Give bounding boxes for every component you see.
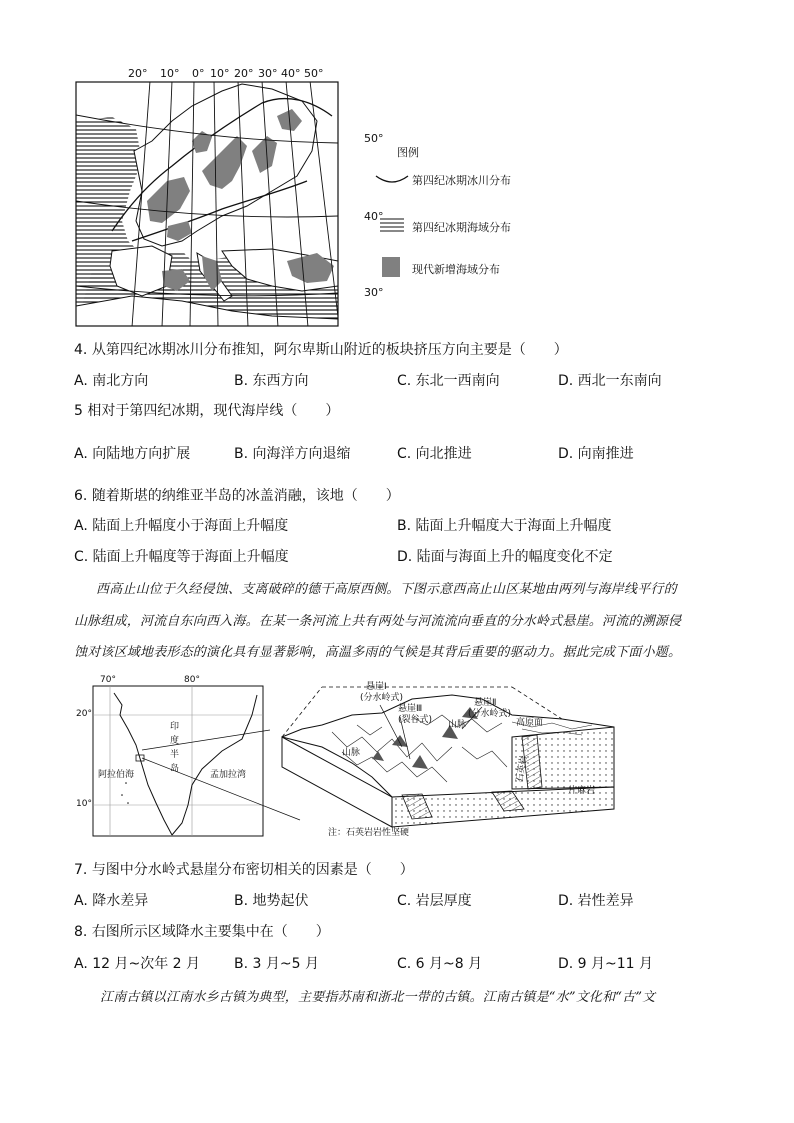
question-6 <box>74 485 400 505</box>
legend-new-sea-symbol <box>382 257 400 277</box>
legend-sea-symbol <box>380 217 404 235</box>
lon-label: 30° <box>258 67 278 80</box>
lon-label: 20° <box>234 67 254 80</box>
passage-line: 西高止山位于久经侵蚀、支离破碎的德干高原西侧。下图示意西高止山区某地由两列与海岸线平行的 <box>96 582 677 597</box>
legend-sea-label: 第四纪冰期海域分布 <box>412 221 511 234</box>
question-stem: 相对于第四纪冰期，现代海岸线（ ） <box>87 403 340 419</box>
question-stem: 随着斯堪的纳维亚半岛的冰盖消融，该地（ ） <box>91 488 400 504</box>
rock-quartzite-label: 石英岩 <box>514 754 530 784</box>
option-b: B. 东西方向 <box>234 373 309 389</box>
option-d: D. 岩性差异 <box>558 893 634 909</box>
option-c: C. 岩层厚度 <box>397 893 472 909</box>
option-a: A. 陆面上升幅度小于海面上升幅度 <box>74 518 289 534</box>
question-stem: 右图所示区域降水主要集中在（ ） <box>91 924 330 940</box>
option-b: B. 陆面上升幅度大于海面上升幅度 <box>397 518 612 534</box>
peninsula-label-2: 度 <box>170 736 180 746</box>
arabian-sea-label: 阿拉伯海 <box>98 770 135 780</box>
option-d: D. 陆面与海面上升的幅度变化不定 <box>397 549 613 565</box>
lon-label: 80° <box>184 675 200 685</box>
peninsula-label-1: 印 <box>170 722 180 732</box>
lon-label: 10° <box>160 67 180 80</box>
option-c: C. 向北推进 <box>397 446 472 462</box>
lat-label: 10° <box>76 799 92 809</box>
europe-map-figure <box>72 64 532 329</box>
legend-glacier-label: 第四纪冰期冰川分布 <box>412 174 511 187</box>
cliff-2-type: (分水岭式) <box>468 709 512 719</box>
lat-label: 50° <box>364 132 384 145</box>
option-b: B. 地势起伏 <box>234 893 309 909</box>
legend-title: 图例 <box>397 146 419 159</box>
passage-line: 江南古镇以江南水乡古镇为典型，主要指苏南和浙北一带的古镇。江南古镇是“水”文化和“古”文 <box>100 990 656 1005</box>
option-c: C. 东北一西南向 <box>397 373 500 389</box>
lat-label: 30° <box>364 286 384 299</box>
question-number: 4. <box>74 342 88 358</box>
lat-label: 20° <box>76 709 92 719</box>
question-stem: 与图中分水岭式悬崖分布密切相关的因素是（ ） <box>91 862 414 878</box>
question-number: 7. <box>74 862 88 878</box>
question-8 <box>74 921 330 941</box>
rock-gneiss-label: 片麻岩 <box>568 786 596 796</box>
block-diagram-figure <box>262 677 620 840</box>
passage-line: 蚀对该区域地表形态的演化具有显著影响，高温多雨的气候是其背后重要的驱动力。据此完成下面小题。 <box>74 645 682 660</box>
cliff-2-label: 悬崖Ⅱ <box>474 698 497 708</box>
cliff-1-type: (分水岭式) <box>360 693 404 703</box>
block-note: 注：石英岩岩性坚硬 <box>328 828 410 838</box>
option-a: A. 向陆地方向扩展 <box>74 446 191 462</box>
passage-line: 山脉组成，河流自东向西入海。在某一条河流上共有两处与河流流向垂直的分水岭式悬崖。河流的溯源侵 <box>74 614 682 629</box>
mountain-label-west: 山脉 <box>342 748 361 758</box>
legend-glacier-symbol <box>374 172 410 190</box>
option-c: C. 陆面上升幅度等于海面上升幅度 <box>74 549 289 565</box>
question-4 <box>74 339 568 359</box>
lon-label: 40° <box>281 67 301 80</box>
cliff-3-type: (裂谷式) <box>398 715 433 725</box>
lon-label: 20° <box>128 67 148 80</box>
lat-label: 40° <box>364 210 384 223</box>
plateau-label: 高原面 <box>516 718 544 728</box>
lon-label: 70° <box>100 675 116 685</box>
option-d: D. 向南推进 <box>558 446 634 462</box>
block-diagram <box>262 677 620 840</box>
cliff-1-label: 悬崖Ⅰ <box>366 682 387 692</box>
cliff-3-label: 悬崖Ⅲ <box>398 704 423 714</box>
option-b: B. 3 月~5 月 <box>234 956 319 972</box>
peninsula-label-4: 岛 <box>170 764 180 774</box>
option-b: B. 向海洋方向退缩 <box>234 446 351 462</box>
lon-label: 0° <box>192 67 205 80</box>
lon-label: 10° <box>210 67 230 80</box>
europe-map <box>72 81 342 327</box>
question-number: 8. <box>74 924 88 940</box>
mountain-label-east: 山脉 <box>448 720 467 730</box>
legend-new-sea-label: 现代新增海域分布 <box>412 263 500 276</box>
option-a: A. 12 月~次年 2 月 <box>74 956 201 972</box>
question-5 <box>74 400 339 420</box>
option-d: D. 9 月~11 月 <box>558 956 654 972</box>
question-7 <box>74 859 414 879</box>
lon-label: 50° <box>304 67 324 80</box>
option-d: D. 西北一东南向 <box>558 373 662 389</box>
peninsula-label-3: 半 <box>170 750 180 760</box>
question-number: 6. <box>74 488 88 504</box>
option-a: A. 南北方向 <box>74 373 149 389</box>
option-c: C. 6 月~8 月 <box>397 956 483 972</box>
option-a: A. 降水差异 <box>74 893 149 909</box>
question-stem: 从第四纪冰期冰川分布推知，阿尔卑斯山附近的板块挤压方向主要是（ ） <box>91 342 568 358</box>
bay-of-bengal-label: 孟加拉湾 <box>210 770 247 780</box>
question-number: 5 <box>74 403 83 419</box>
